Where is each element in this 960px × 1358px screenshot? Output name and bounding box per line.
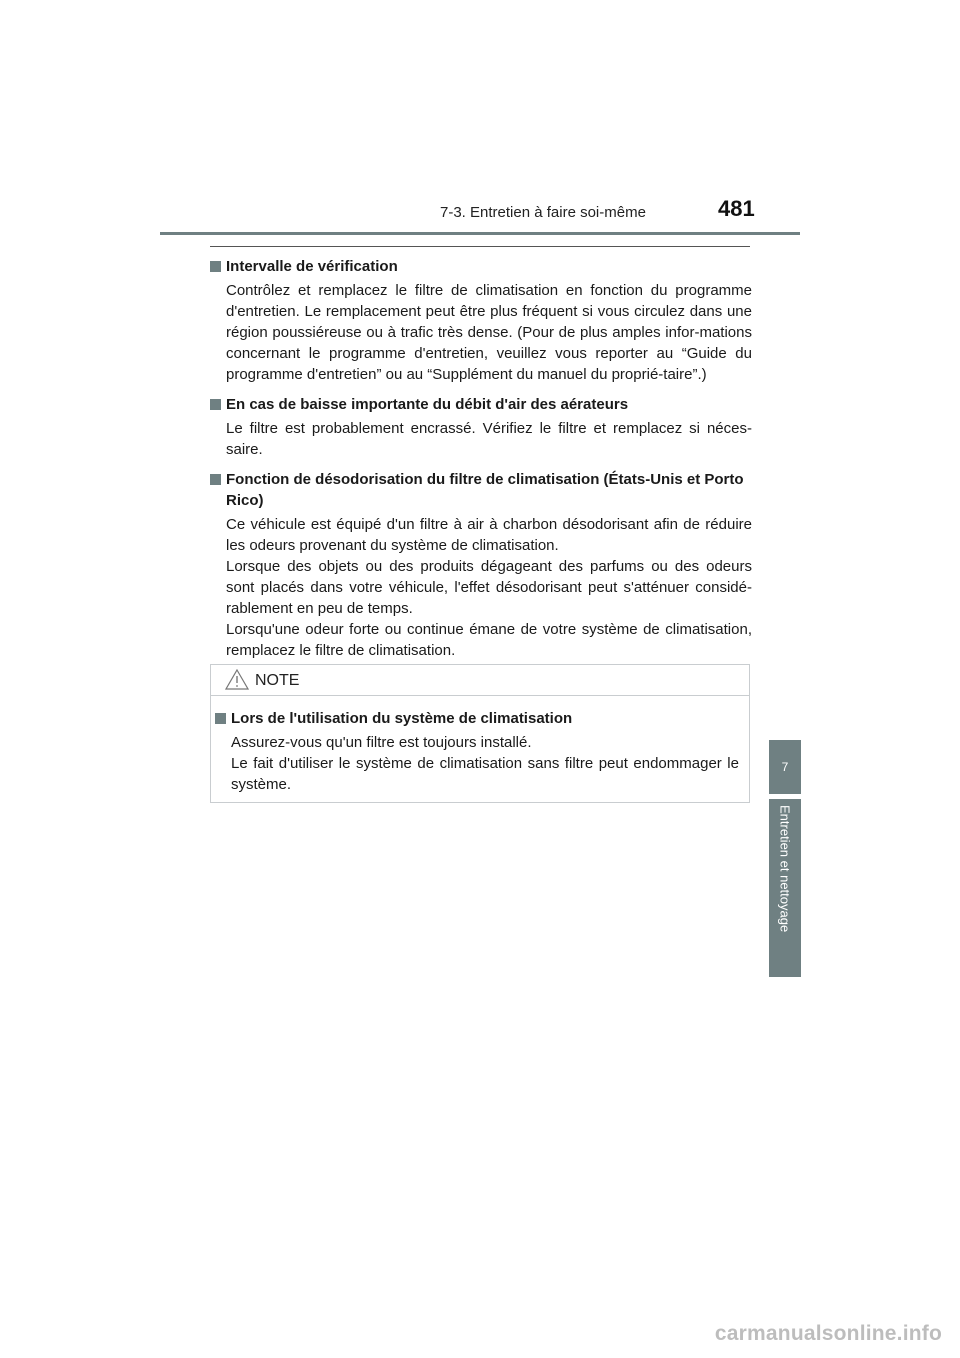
square-bullet-icon <box>210 399 221 410</box>
section-title: En cas de baisse importante du débit d'air des aérateurs <box>226 396 629 413</box>
square-bullet-icon <box>210 474 221 485</box>
square-bullet-icon <box>215 713 226 724</box>
section-text: Le filtre est probablement encrassé. Vérifiez le filtre et remplacez si néces-saire. <box>226 420 752 458</box>
main-content <box>210 256 752 670</box>
warning-triangle-icon <box>225 669 249 695</box>
chapter-number: 7 <box>781 760 789 774</box>
header-section-title: 7-3. Entretien à faire soi-même <box>440 204 646 221</box>
note-text: Assurez-vous qu'un filtre est toujours installé. Le fait d'utiliser le système de climatisation sans filtre peut endommager le système. <box>231 734 739 793</box>
section-title: Fonction de désodorisation du filtre de climatisation (États-Unis et Porto Rico) <box>226 471 744 509</box>
chapter-label: Entretien et nettoyage <box>777 805 793 933</box>
section-title: Intervalle de vérification <box>226 258 398 275</box>
section-text: Contrôlez et remplacez le filtre de climatisation en fonction du programme d'entretien. Le remplacement peut être plus fréquent si vous circulez dans une région poussiéreuse ou à trafic très dense. (Pour de plus amples infor-mations concernant le programme d'entretien, veuillez vous reporter au “Guide du programme d'entretien” ou au “Supplément du manuel du proprié-taire”.) <box>226 282 752 383</box>
square-bullet-icon <box>210 261 221 272</box>
section-airflow-drop <box>210 394 752 460</box>
section-inspection-interval <box>210 256 752 385</box>
note-label: NOTE <box>255 672 300 689</box>
watermark: carmanualsonline.info <box>714 1322 942 1345</box>
note-body <box>211 696 749 795</box>
note-title: Lors de l'utilisation du système de climatisation <box>231 710 573 727</box>
note-header <box>211 665 749 696</box>
page-number: 481 <box>718 196 755 221</box>
note-box <box>210 664 750 803</box>
content-divider <box>210 246 750 247</box>
section-deodorizing-function <box>210 469 752 661</box>
section-text: Ce véhicule est équipé d'un filtre à air à charbon désodorisant afin de réduire les odeurs provenant du système de climatisation. Lorsque des objets ou des produits dégageant des parfums ou des odeurs sont placés dans votre véhicule, l'effet désodorisant peut s'atténuer considé-rablement en peu de temps. Lorsqu'une odeur forte ou continue émane de votre système de climatisation, remplacez le filtre de climatisation. <box>226 516 752 659</box>
chapter-tab-number <box>769 740 801 794</box>
header-divider <box>160 232 800 235</box>
chapter-tab-label <box>769 799 801 977</box>
